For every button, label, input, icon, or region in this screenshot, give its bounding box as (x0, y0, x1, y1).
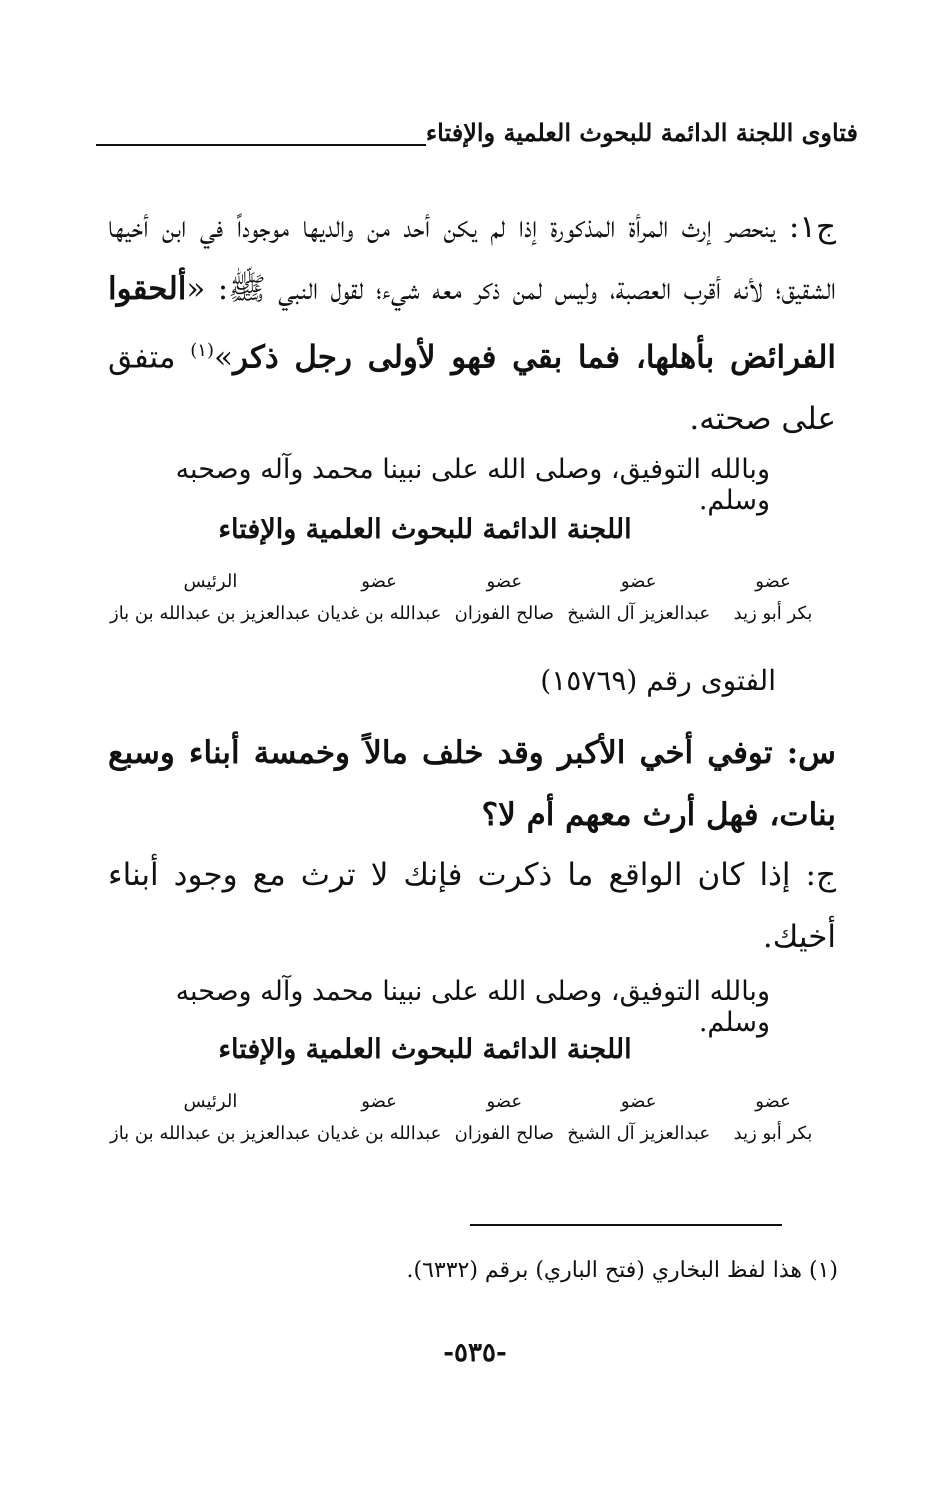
signature-1-member-4 (317, 566, 441, 630)
signature-2-member-4 (317, 1086, 441, 1150)
signature-role: عضو (755, 571, 791, 592)
hadith-quote: ألحقوا الفرائض بأهلها، فما بقي فهو لأولى رجل ذكر (108, 271, 837, 376)
signature-name: عبدالله بن غديان (316, 1123, 442, 1144)
signature-name: بكر أبو زيد (733, 603, 813, 624)
running-header (96, 118, 858, 158)
signature-role: عضو (486, 571, 523, 592)
signature-role: عضو (620, 1091, 657, 1112)
signatures-2 (110, 1086, 830, 1150)
answer-1 (108, 196, 836, 450)
header-title: فتاوى اللجنة الدائمة للبحوث العلمية والإفتاء (425, 118, 858, 147)
committee-name-1: اللجنة الدائمة للبحوث العلمية والإفتاء (218, 514, 632, 545)
signature-name: عبدالعزيز آل الشيخ (567, 603, 711, 624)
signature-1-member-2 (567, 566, 710, 630)
page-number: -٥٣٥- (443, 1338, 507, 1368)
answer-1-text-c: متفق على صحته. (108, 339, 836, 438)
committee-name-2: اللجنة الدائمة للبحوث العلمية والإفتاء (218, 1034, 632, 1065)
closing-1: وبالله التوفيق، وصلى الله على نبينا محمد وآله وصحبه وسلم. (175, 454, 770, 516)
answer-1-text-b: » (214, 339, 233, 376)
signature-2-member-3 (447, 1086, 561, 1150)
signature-role: الرئيس (183, 1091, 238, 1112)
signature-role: عضو (361, 1091, 397, 1112)
signature-name: عبدالعزيز بن عبدالله بن باز (110, 603, 311, 624)
signature-role: الرئيس (183, 571, 238, 592)
header-rule (96, 144, 426, 146)
signature-2-member-2 (567, 1086, 710, 1150)
signature-role: عضو (755, 1091, 791, 1112)
signature-1-president (110, 566, 311, 630)
signature-name: عبدالله بن غديان (316, 603, 442, 624)
answer-2: ج: إذا كان الواقع ما ذكرت فإنك لا ترث مع وجود أبناء أخيك. (108, 857, 836, 955)
signature-1-member-1 (716, 566, 830, 630)
signature-2-president (110, 1086, 311, 1150)
signature-role: عضو (620, 571, 657, 592)
closing-2: وبالله التوفيق، وصلى الله على نبينا محمد وآله وصحبه وسلم. (175, 976, 770, 1038)
signature-name: صالح الفوزان (454, 1123, 554, 1144)
signature-2-member-1 (716, 1086, 830, 1150)
footnote-ref[interactable]: (١) (190, 340, 214, 361)
answer-1-text-a: ج١: ينحصر إرث المرأة المذكورة إذا لم يكن أحد من والديها موجوداً في ابن أخيها الشقيق؛ لأنه أقرب العصبة، وليس لمن ذكر معه شيء؛ لقول النبي ﷺ: « (108, 209, 836, 307)
question: س: توفي أخي الأكبر وقد خلف مالاً وخمسة أبناء وسبع بنات، فهل أرث معهم أم لا؟ (108, 735, 836, 833)
signature-name: بكر أبو زيد (733, 1123, 813, 1144)
signature-role: عضو (486, 1091, 523, 1112)
footnote-1: (١) هذا لفظ البخاري (فتح الباري) برقم (٦٣٣٢). (406, 1258, 838, 1283)
fatwa-number: الفتوى رقم (١٥٧٦٩) (540, 664, 776, 697)
signature-1-member-3 (447, 566, 561, 630)
signatures-1 (110, 566, 830, 630)
signature-role: عضو (361, 571, 397, 592)
signature-name: صالح الفوزان (454, 603, 554, 624)
signature-name: عبدالعزيز بن عبدالله بن باز (110, 1123, 311, 1144)
footnote-separator (470, 1224, 782, 1226)
signature-name: عبدالعزيز آل الشيخ (567, 1123, 711, 1144)
